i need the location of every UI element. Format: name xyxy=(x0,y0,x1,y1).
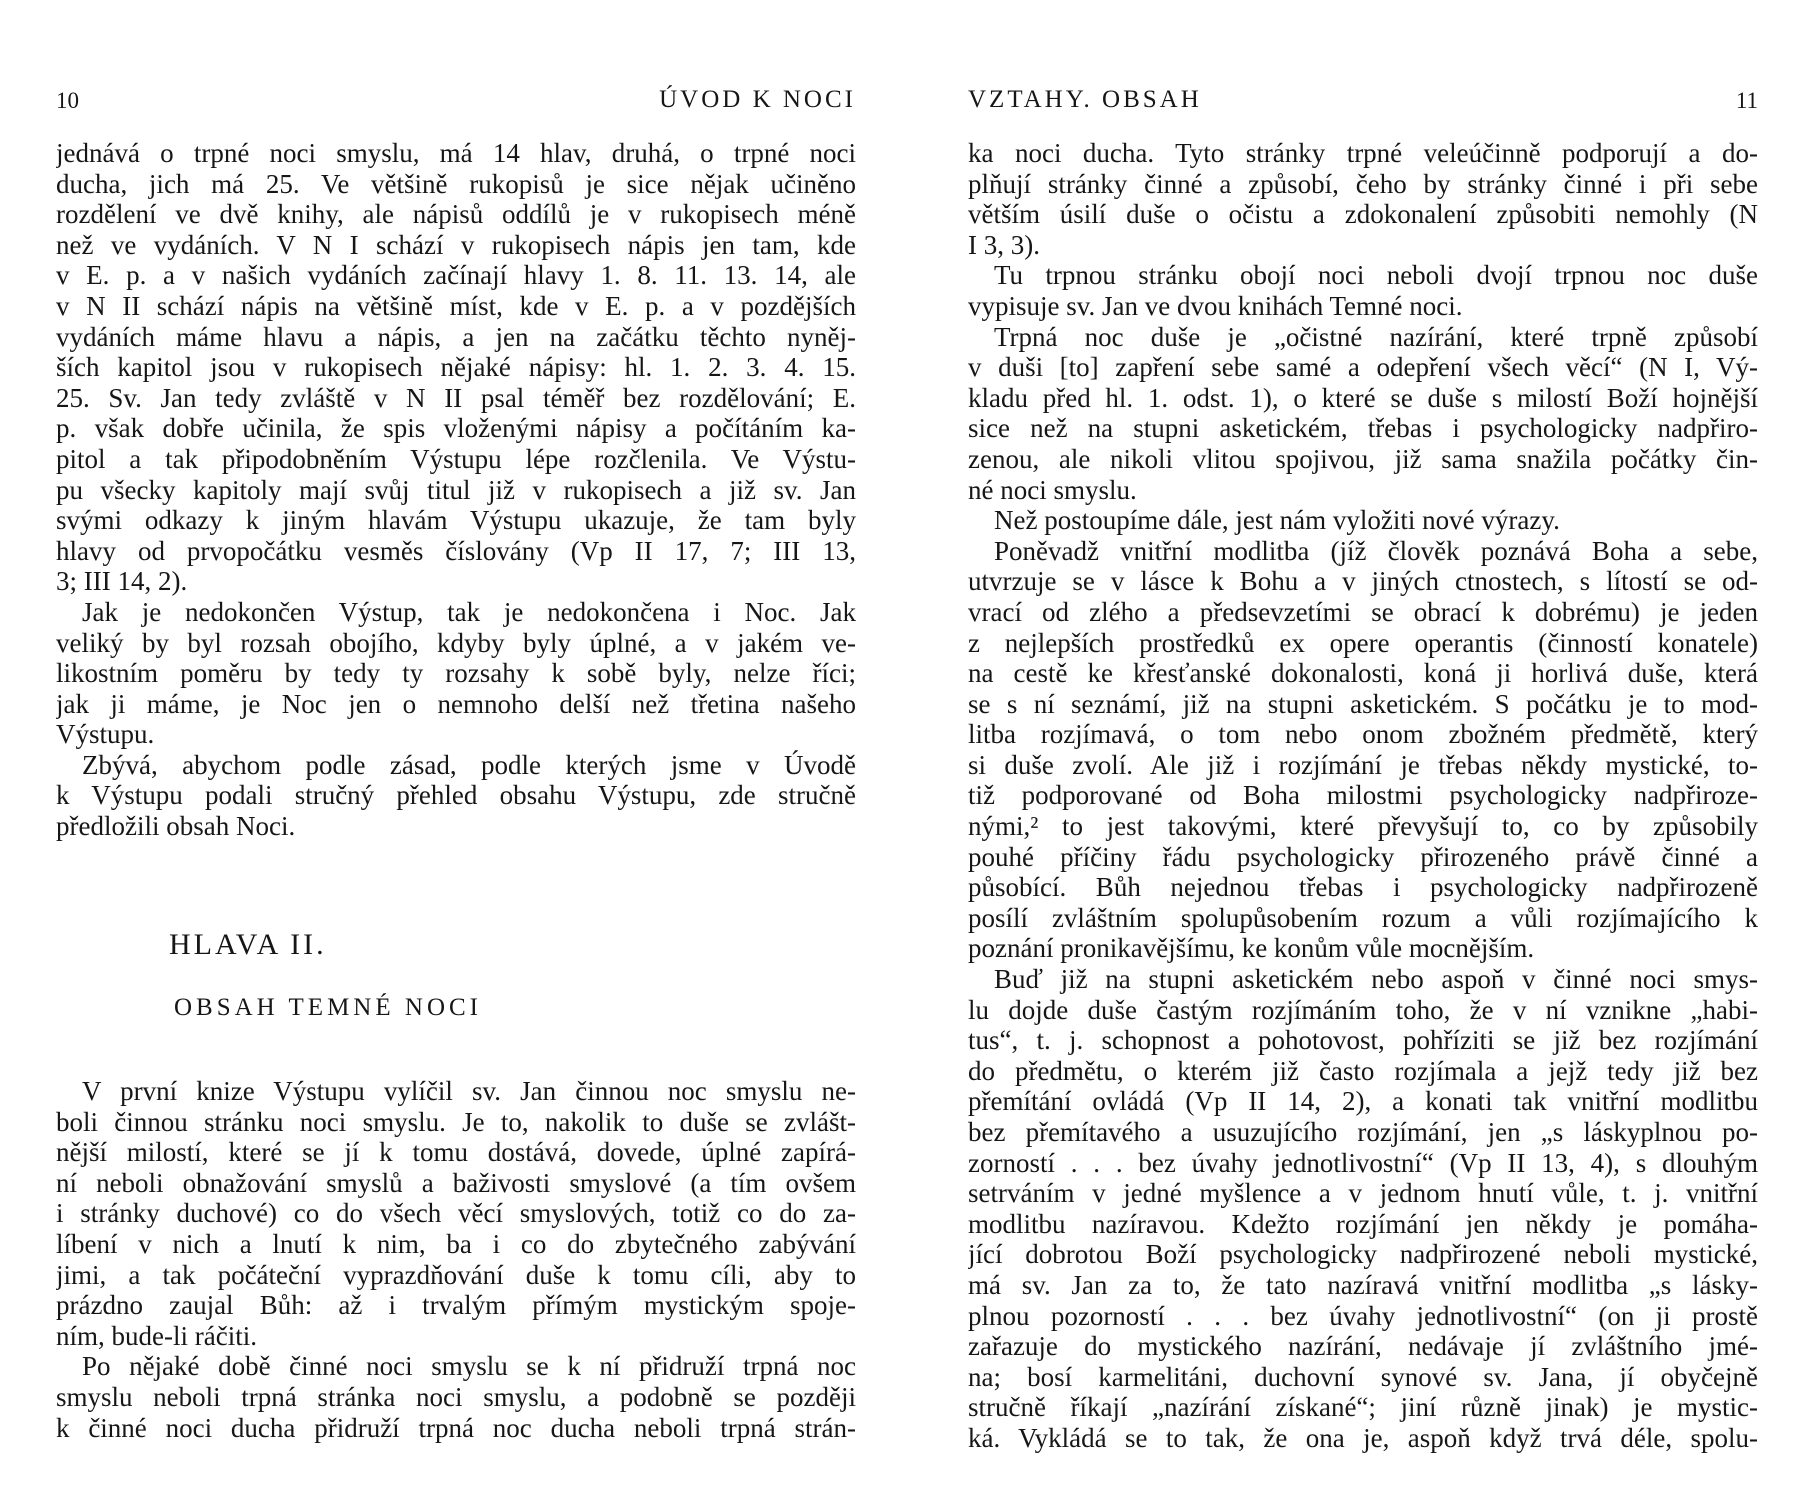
text-line: jimi, a tak počáteční vyprazdňování duše k tomu cíli, aby to xyxy=(56,1259,856,1290)
text-line: 25. Sv. Jan tedy zvláště v N II psal téměř bez rozdělování; E. xyxy=(56,382,856,413)
text-line: na cestě ke křesťanské dokonalosti, koná ji horlivá duše, která xyxy=(968,658,1758,689)
text-line: ním, bude-li ráčiti. xyxy=(56,1320,257,1351)
text-line: Jak je nedokončen Výstup, tak je nedokončena i Noc. Jak xyxy=(82,596,856,627)
text-line: V první knize Výstupu vylíčil sv. Jan činnou noc smyslu ne- xyxy=(82,1076,856,1106)
text-line: kladu před hl. 1. odst. 1), o které se duše s milostí Boží hojnější xyxy=(968,382,1758,413)
text-line: litba rozjímavá, o tom nebo onom zbožném předmětě, který xyxy=(968,719,1758,750)
text-line: lu dojde duše častým rozjímáním toho, že v ní vznikne „habi- xyxy=(968,994,1758,1025)
text-line: Výstupu. xyxy=(56,719,155,750)
text-line: do předmětu, o kterém již často rozjímala a jejž tedy již bez xyxy=(968,1055,1758,1086)
text-line: Buď již na stupni asketickém nebo aspoň v činné noci smys- xyxy=(994,964,1758,995)
text-line: rozdělení ve dvě knihy, ale nápisů oddílů je v rukopisech méně xyxy=(56,199,856,230)
text-line: se s ní seznámí, již na stupni asketickém. S počátku je to mod- xyxy=(968,688,1758,719)
text-line: hlavy od prvopočátku vesměs číslovány (Vp II 17, 7; III 13, xyxy=(56,535,856,566)
text-line: tus“, t. j. schopnost a pohotovost, pohříziti se již bez rozjímání xyxy=(968,1025,1758,1056)
text-line: veliký by byl rozsah obojího, kdyby byly úplné, a v jakém ve- xyxy=(56,627,856,658)
text-line: jak ji máme, je Noc jen o nemnoho delší než třetina našeho xyxy=(56,688,856,719)
left-text-block-top xyxy=(56,138,856,842)
text-line: si duše zvolí. Ale již i rozjímání je třebas někdy mystické, to- xyxy=(968,749,1758,780)
text-line: zenou, ale nikoli vlitou spojivou, již sama snažila počátky čin- xyxy=(968,443,1758,474)
text-line: v N II schází nápis na většině míst, kde v E. p. a v pozdějších xyxy=(56,290,856,321)
text-line: ká. Vykládá se to tak, že ona je, aspoň když trvá déle, spolu- xyxy=(968,1422,1758,1453)
text-line: prázdno zaujal Bůh: až i trvalým přímým mystickým spoje- xyxy=(56,1290,856,1321)
text-line: vypisuje sv. Jan ve dvou knihách Temné noci. xyxy=(968,290,1463,321)
text-line: k činné noci ducha přidruží trpná noc ducha neboli trpná strán- xyxy=(56,1412,856,1443)
text-line: Trpná noc duše je „očistné nazírání, které trpně způsobí xyxy=(994,321,1758,352)
text-line: modlitbu nazíravou. Kdežto rozjímání jen někdy je pomáha- xyxy=(968,1208,1758,1239)
text-line: líbení v nich a lnutí k nim, ba i co do zbytečného zabývání xyxy=(56,1228,856,1259)
text-line: Než postoupíme dále, jest nám vyložiti nové výrazy. xyxy=(994,505,1560,536)
text-line: posílí zvláštním spolupůsobením rozum a vůli rozjímajícího k xyxy=(968,902,1758,933)
text-line: setrváním v jedné myšlence a v jednom hnutí vůle, t. j. vnitřní xyxy=(968,1178,1758,1209)
right-page xyxy=(968,0,1758,1500)
left-page xyxy=(56,0,856,1500)
text-line: pouhé příčiny řádu psychologicky přirozeného právě činné a xyxy=(968,841,1758,872)
text-line: pitol a tak připodobněním Výstupu lépe rozčlenila. Ve Výstu- xyxy=(56,443,856,474)
text-line: né noci smyslu. xyxy=(968,474,1137,505)
text-line: má sv. Jan za to, že tato nazíravá vnitřní modlitba „s lásky- xyxy=(968,1269,1758,1300)
text-line: zorností . . . bez úvahy jednotlivostní“ (Vp II 13, 4), s dlouhým xyxy=(968,1147,1758,1178)
text-line: Poněvadž vnitřní modlitba (jíž člověk poznává Boha a sebe, xyxy=(994,535,1758,566)
text-line: i stránky duchové) co do všech věcí smyslových, totiž co do za- xyxy=(56,1198,856,1229)
running-head-title: ÚVOD K NOCI xyxy=(659,86,856,113)
text-line: přemítání ovládá (Vp II 14, 2), a konati tak vnitřní modlitbu xyxy=(968,1086,1758,1117)
text-line: poznání pronikavějšímu, ke konům vůle mocnějším. xyxy=(968,933,1535,964)
text-line: sice než na stupni asketickém, třebas i psychologicky nadpřiro- xyxy=(968,413,1758,444)
text-line: v E. p. a v našich vydáních začínají hlavy 1. 8. 11. 13. 14, ale xyxy=(56,260,856,291)
text-line: ších kapitol jsou v rukopisech nějaké nápisy: hl. 1. 2. 3. 4. 15. xyxy=(56,352,856,383)
text-line: větším úsilí duše o očistu a zdokonalení způsobiti nemohly (N xyxy=(968,199,1758,230)
text-line: vrací od zlého a předsevzetími se obrací k dobrému) je jeden xyxy=(968,596,1758,627)
text-line: ní neboli obnažování smyslů a baživosti smyslové (a tím ovšem xyxy=(56,1167,856,1198)
text-line: stručně říkají „nazírání získané“; jiní různě jinak) je mystic- xyxy=(968,1392,1758,1423)
right-running-head xyxy=(968,86,1758,122)
chapter-title: OBSAH TEMNÉ NOCI xyxy=(174,994,482,1021)
text-line: Zbývá, abychom podle zásad, podle kterých jsme v Úvodě xyxy=(82,749,856,780)
text-line: Po nějaké době činné noci smyslu se k ní přidruží trpná noc xyxy=(82,1351,856,1382)
text-line: předložili obsah Noci. xyxy=(56,811,296,842)
text-line: ducha, jich má 25. Ve většině rukopisů je sice nějak učiněno xyxy=(56,168,856,199)
text-line: smyslu neboli trpná stránka noci smyslu, a podobně se později xyxy=(56,1381,856,1412)
right-text-block xyxy=(968,138,1758,1454)
text-line: k Výstupu podali stručný přehled obsahu Výstupu, zde stručně xyxy=(56,780,856,811)
text-line: vydáních máme hlavu a nápis, a jen na začátku těchto nyněj- xyxy=(56,321,856,352)
text-line: likostním poměru by tedy ty rozsahy k sobě byly, nelze říci; xyxy=(56,658,856,689)
text-line: Tu trpnou stránku obojí noci neboli dvojí trpnou noc duše xyxy=(994,260,1758,291)
text-line: 3; III 14, 2). xyxy=(56,566,188,597)
text-line: nými,² to jest takovými, které převyšují to, co by způsobily xyxy=(968,811,1758,842)
running-head-title: VZTAHY. OBSAH xyxy=(968,86,1202,113)
text-line: boli činnou stránku noci smyslu. Je to, nakolik to duše se zvlášt- xyxy=(56,1106,856,1137)
page-number: 11 xyxy=(1735,88,1758,113)
text-line: p. však dobře učinila, že spis vloženými nápisy a počítáním ka- xyxy=(56,413,856,444)
chapter-heading: HLAVA II. xyxy=(169,928,327,961)
text-line: I 3, 3). xyxy=(968,229,1040,260)
text-line: na; bosí karmelitáni, duchovní synové sv. Jana, jí obyčejně xyxy=(968,1361,1758,1392)
text-line: nější milostí, které se jí k tomu dostává, dovede, úplné zapírá- xyxy=(56,1137,856,1168)
text-line: plňují stránky činné a způsobí, čeho by stránky činné i při sebe xyxy=(968,168,1758,199)
text-line: než ve vydáních. V N I schází v rukopisech nápis jen tam, kde xyxy=(56,229,856,260)
text-line: tiž podporované od Boha milostmi psychologicky nadpřiroze- xyxy=(968,780,1758,811)
page-number: 10 xyxy=(56,88,79,113)
text-line: jící dobrotou Boží psychologicky nadpřirozené neboli mystické, xyxy=(968,1239,1758,1270)
text-line: v duši [to] zapření sebe samé a odepření všech věcí“ (N I, Vý- xyxy=(968,352,1758,383)
text-line: ka noci ducha. Tyto stránky trpné veleúčinně podporují a do- xyxy=(968,138,1758,168)
text-line: z nejlepších prostředků ex opere operantis (činností konatele) xyxy=(968,627,1758,658)
text-line: pu všecky kapitoly mají svůj titul již v rukopisech a již sv. Jan xyxy=(56,474,856,505)
text-line: působící. Bůh nejednou třebas i psychologicky nadpřirozeně xyxy=(968,872,1758,903)
text-line: svými odkazy k jiným hlavám Výstupu ukazuje, že tam byly xyxy=(56,505,856,536)
left-text-block-bottom xyxy=(56,1076,856,1443)
text-line: bez přemítavého a usuzujícího rozjímání, jen „s láskyplnou po- xyxy=(968,1117,1758,1147)
left-running-head xyxy=(56,86,856,122)
text-line: zařazuje do mystického nazírání, nedávaje jí zvláštního jmé- xyxy=(968,1331,1758,1362)
text-line: plnou pozorností . . . bez úvahy jednotlivostní“ (on ji prostě xyxy=(968,1300,1758,1331)
text-line: jednává o trpné noci smyslu, má 14 hlav, druhá, o trpné noci xyxy=(56,138,856,168)
text-line: utvrzuje se v lásce k Bohu a v jiných ctnostech, s lítostí se od- xyxy=(968,566,1758,597)
